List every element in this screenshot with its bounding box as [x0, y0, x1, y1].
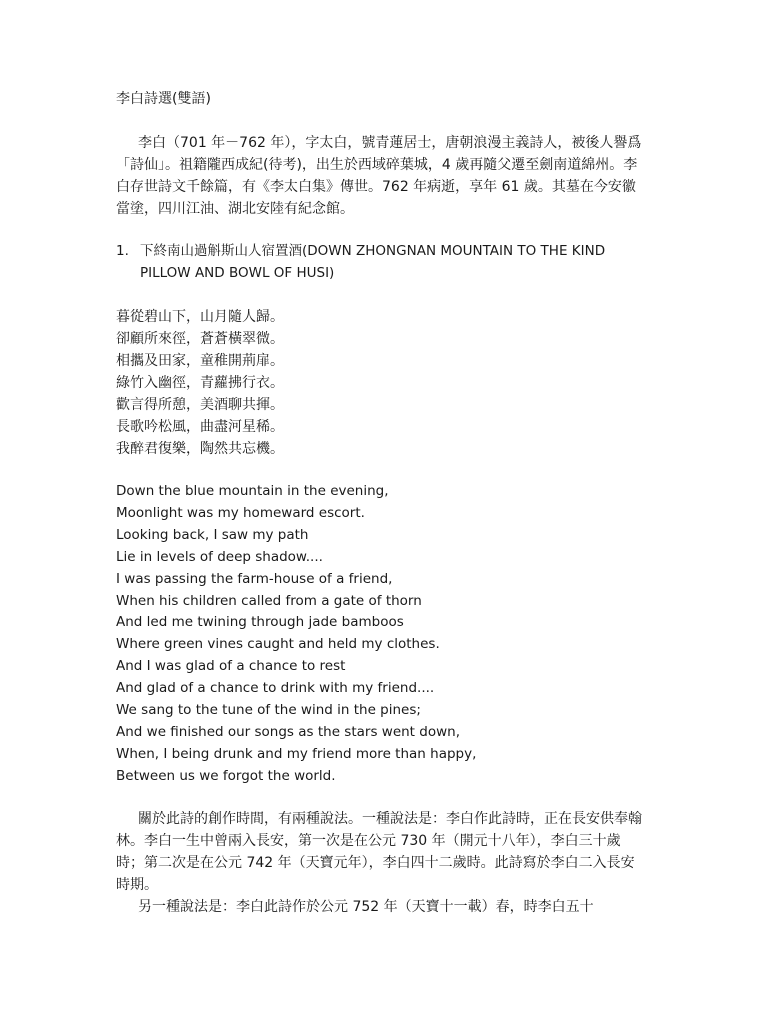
translation-line: And glad of a chance to drink with my friend....	[116, 680, 435, 697]
translation-line: When, I being drunk and my friend more than happy,	[116, 745, 477, 762]
poem-line: 綠竹入幽徑，青蘿拂行衣。	[116, 375, 284, 391]
translation-line: Between us we forgot the world.	[116, 767, 336, 784]
translation-line: Where green vines caught and held my clothes.	[116, 636, 440, 653]
document-title: 李白詩選(雙語)	[116, 91, 211, 107]
translation-line: Down the blue mountain in the evening,	[116, 483, 389, 499]
heading-title: 下終南山過斛斯山人宿置酒(DOWN ZHONGNAN MOUNTAIN TO THE KIND PILLOW AND BOWL OF HUSI)	[140, 243, 606, 281]
poem-line: 卻顧所來徑，蒼蒼橫翠微。	[116, 331, 284, 347]
intro-paragraph	[116, 132, 644, 220]
translation-line: Moonlight was my homeward escort.	[116, 504, 365, 521]
commentary-text: 關於此詩的創作時間，有兩種說法。一種說法是：李白作此詩時，正在長安供奉翰林。李白一生中曾兩入長安，第一次是在公元 730 年（開元十八年），李白三十歲時；第二次是在公元 742 年（天寶元年），李白四十二歲時。此詩寫於李白二入長安時期。	[116, 811, 642, 893]
poem-line: 歡言得所憩，美酒聊共揮。	[116, 397, 284, 413]
translation-line: And led me twining through jade bamboos	[116, 614, 404, 631]
translation-line: We sang to the tune of the wind in the pines;	[116, 702, 421, 719]
intro-text: 李白（701 年－762 年），字太白，號青蓮居士，唐朝浪漫主義詩人，被後人譽爲「詩仙」。祖籍隴西成紀(待考)，出生於西域碎葉城，4 歲再隨父遷至劍南道綿州。李白存世詩文千餘篇，有《李太白集》傳世。762 年病逝，享年 61 歲。其墓在今安徽當塗，四川江油、湖北安陸有紀念館。	[116, 135, 642, 217]
commentary-text: 另一種說法是：李白此詩作於公元 752 年（天寶十一載）春，時李白五十	[138, 899, 594, 915]
translation-line: And we finished our songs as the stars went down,	[116, 723, 460, 740]
poem-heading	[116, 240, 646, 284]
chinese-poem	[116, 306, 284, 460]
english-translation	[116, 481, 476, 788]
commentary-paragraph	[116, 896, 644, 918]
translation-line: And I was glad of a chance to rest	[116, 658, 346, 675]
translation-line: When his children called from a gate of thorn	[116, 592, 422, 609]
poem-line: 我醉君復樂，陶然共忘機。	[116, 441, 284, 457]
translation-line: Lie in levels of deep shadow....	[116, 548, 323, 565]
heading-number: 1.	[116, 243, 129, 259]
poem-line: 暮從碧山下，山月隨人歸。	[116, 309, 284, 325]
poem-line: 相攜及田家，童稚開荊扉。	[116, 353, 284, 369]
translation-line: Looking back, I saw my path	[116, 526, 309, 543]
commentary-paragraph	[116, 808, 644, 896]
poem-line: 長歌吟松風，曲盡河星稀。	[116, 419, 284, 435]
translation-line: I was passing the farm-house of a friend,	[116, 570, 393, 587]
